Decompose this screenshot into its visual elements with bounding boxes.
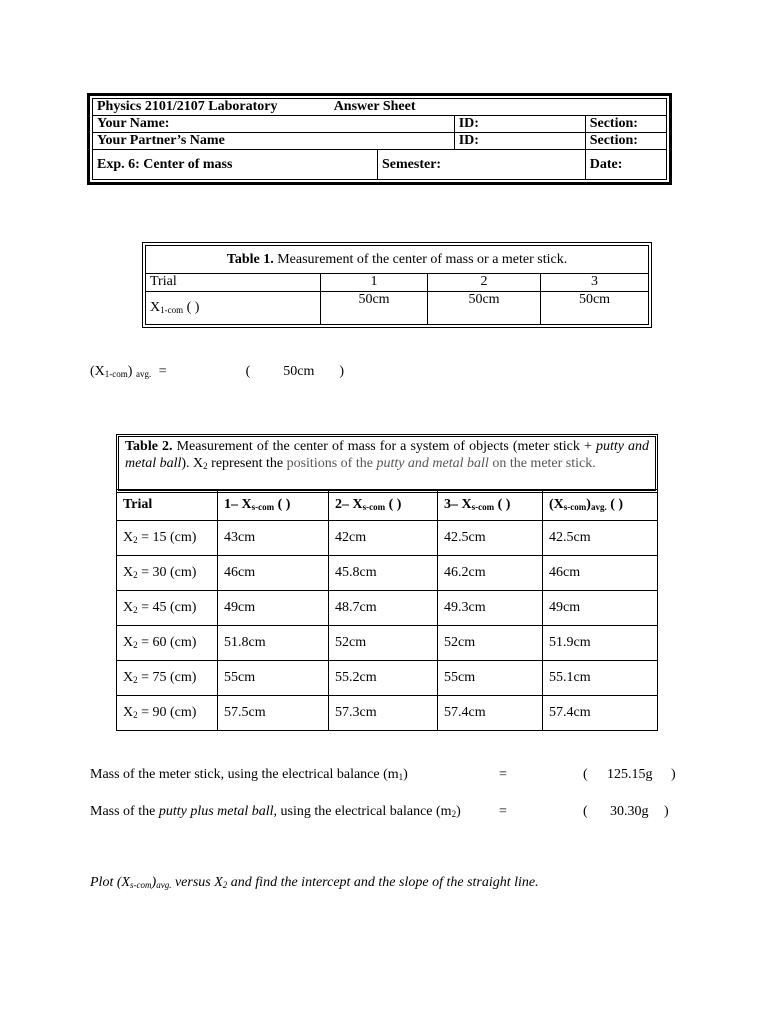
table-2-cell: 46cm	[543, 556, 658, 591]
table-2-cell: 42.5cm	[543, 521, 658, 556]
table-1-trial-3: 3	[541, 274, 649, 292]
semester-field: Semester:	[378, 150, 586, 180]
table-2-cell: 49cm	[218, 591, 329, 626]
table-2-header-2: 2– $X_{s-com}$ ( )	[329, 490, 438, 521]
table-2-cell: 55.1cm	[543, 661, 658, 696]
table-2-x2: $X_2 = 60$ (cm)	[117, 626, 218, 661]
table-1-trial-1: 1	[321, 274, 428, 292]
table-2-header-1: 1– $X_{s-com}$ ( )	[218, 490, 329, 521]
table-1-row-label: $X_{1-com}$ ( )	[146, 292, 321, 325]
table-row	[117, 556, 658, 591]
table-2-x2: $X_2 = 30$ (cm)	[117, 556, 218, 591]
table-2-cell: 57.5cm	[218, 696, 329, 731]
course-title: Physics 2101/2107 Laboratory	[97, 99, 278, 114]
table-2-cell: 55cm	[218, 661, 329, 696]
table-2-cell: 49cm	[543, 591, 658, 626]
table-2-cell: 51.9cm	[543, 626, 658, 661]
table-2-header-trial: Trial	[117, 490, 218, 521]
table-2-cell: 55.2cm	[329, 661, 438, 696]
table-1-value-1: 50cm	[321, 292, 428, 325]
table-2-cell: 52cm	[329, 626, 438, 661]
table-row	[117, 591, 658, 626]
table-2-caption: Table 2. Measurement of the center of mass for a system of objects (meter stick + putty and metal ball). $X_2$ represent the positions of the putty and metal ball on the meter stick.	[116, 434, 658, 493]
your-name-field: Your Name:	[93, 116, 455, 133]
table-2-header-row	[117, 490, 658, 521]
mass-putty-ball-line: Mass of the putty plus metal ball, using the electrical balance $(m_2)$ = ( 30.30g )	[90, 804, 669, 819]
section-field-2: Section:	[585, 133, 666, 150]
header-table	[92, 98, 667, 180]
table-2-cell: 52cm	[438, 626, 543, 661]
id-field-1: ID:	[454, 116, 585, 133]
table-row	[117, 521, 658, 556]
table-1-value-3: 50cm	[541, 292, 649, 325]
table-2-cell: 48.7cm	[329, 591, 438, 626]
table-2-cell: 42cm	[329, 521, 438, 556]
table-1-caption: Table 1. Measurement of the center of mass or a meter stick.	[146, 246, 649, 274]
id-field-2: ID:	[454, 133, 585, 150]
table-row	[117, 661, 658, 696]
table-2-cell: 55cm	[438, 661, 543, 696]
table-2-cell: 45.8cm	[329, 556, 438, 591]
table-2-cell: 46.2cm	[438, 556, 543, 591]
table-row	[117, 626, 658, 661]
answer-sheet-label: Answer Sheet	[333, 99, 416, 114]
section-field-1: Section:	[585, 116, 666, 133]
mass-m2-value: 30.30g	[610, 804, 649, 819]
mass-m1-value: 125.15g	[607, 767, 653, 782]
table-1	[142, 242, 652, 328]
table-1-value-2: 50cm	[428, 292, 541, 325]
table-2-cell: 49.3cm	[438, 591, 543, 626]
table-2-cell: 51.8cm	[218, 626, 329, 661]
date-field: Date:	[585, 150, 666, 180]
partner-name-field: Your Partner’s Name	[93, 133, 455, 150]
table-2-x2: $X_2 = 15$ (cm)	[117, 521, 218, 556]
table-2-cell: 57.4cm	[438, 696, 543, 731]
table-2-cell: 46cm	[218, 556, 329, 591]
table-1-trial-2: 2	[428, 274, 541, 292]
table-2-cell: 42.5cm	[438, 521, 543, 556]
table-row	[117, 696, 658, 731]
table-2-x2: $X_2 = 45$ (cm)	[117, 591, 218, 626]
plot-instruction: Plot $(X_{s-com})_{avg.}$ versus $X_2$ and find the intercept and the slope of the straight line.	[90, 875, 539, 890]
header-title-cell	[93, 99, 667, 116]
table-2-header-3: 3– $X_{s-com}$ ( )	[438, 490, 543, 521]
table-2-cell: 43cm	[218, 521, 329, 556]
x1-average-line: $(X_{1-com}) _{avg.}$ = ( 50cm )	[90, 364, 345, 379]
table-1-trial-label: Trial	[146, 274, 321, 292]
experiment-field: Exp. 6: Center of mass	[93, 150, 378, 180]
table-2-x2: $X_2 = 90$ (cm)	[117, 696, 218, 731]
header-box	[87, 93, 672, 185]
table-1-grid	[145, 245, 649, 325]
table-2-cell: 57.4cm	[543, 696, 658, 731]
table-2-x2: $X_2 = 75$ (cm)	[117, 661, 218, 696]
table-2-cell: 57.3cm	[329, 696, 438, 731]
table-2	[116, 489, 658, 731]
mass-meter-stick-line: Mass of the meter stick, using the electrical balance $(m_1)$ = ( 125.15g )	[90, 767, 676, 782]
table-2-header-avg: $(X_{s-com})_{avg.}$ ( )	[543, 490, 658, 521]
x1-average-value: 50cm	[283, 364, 315, 379]
